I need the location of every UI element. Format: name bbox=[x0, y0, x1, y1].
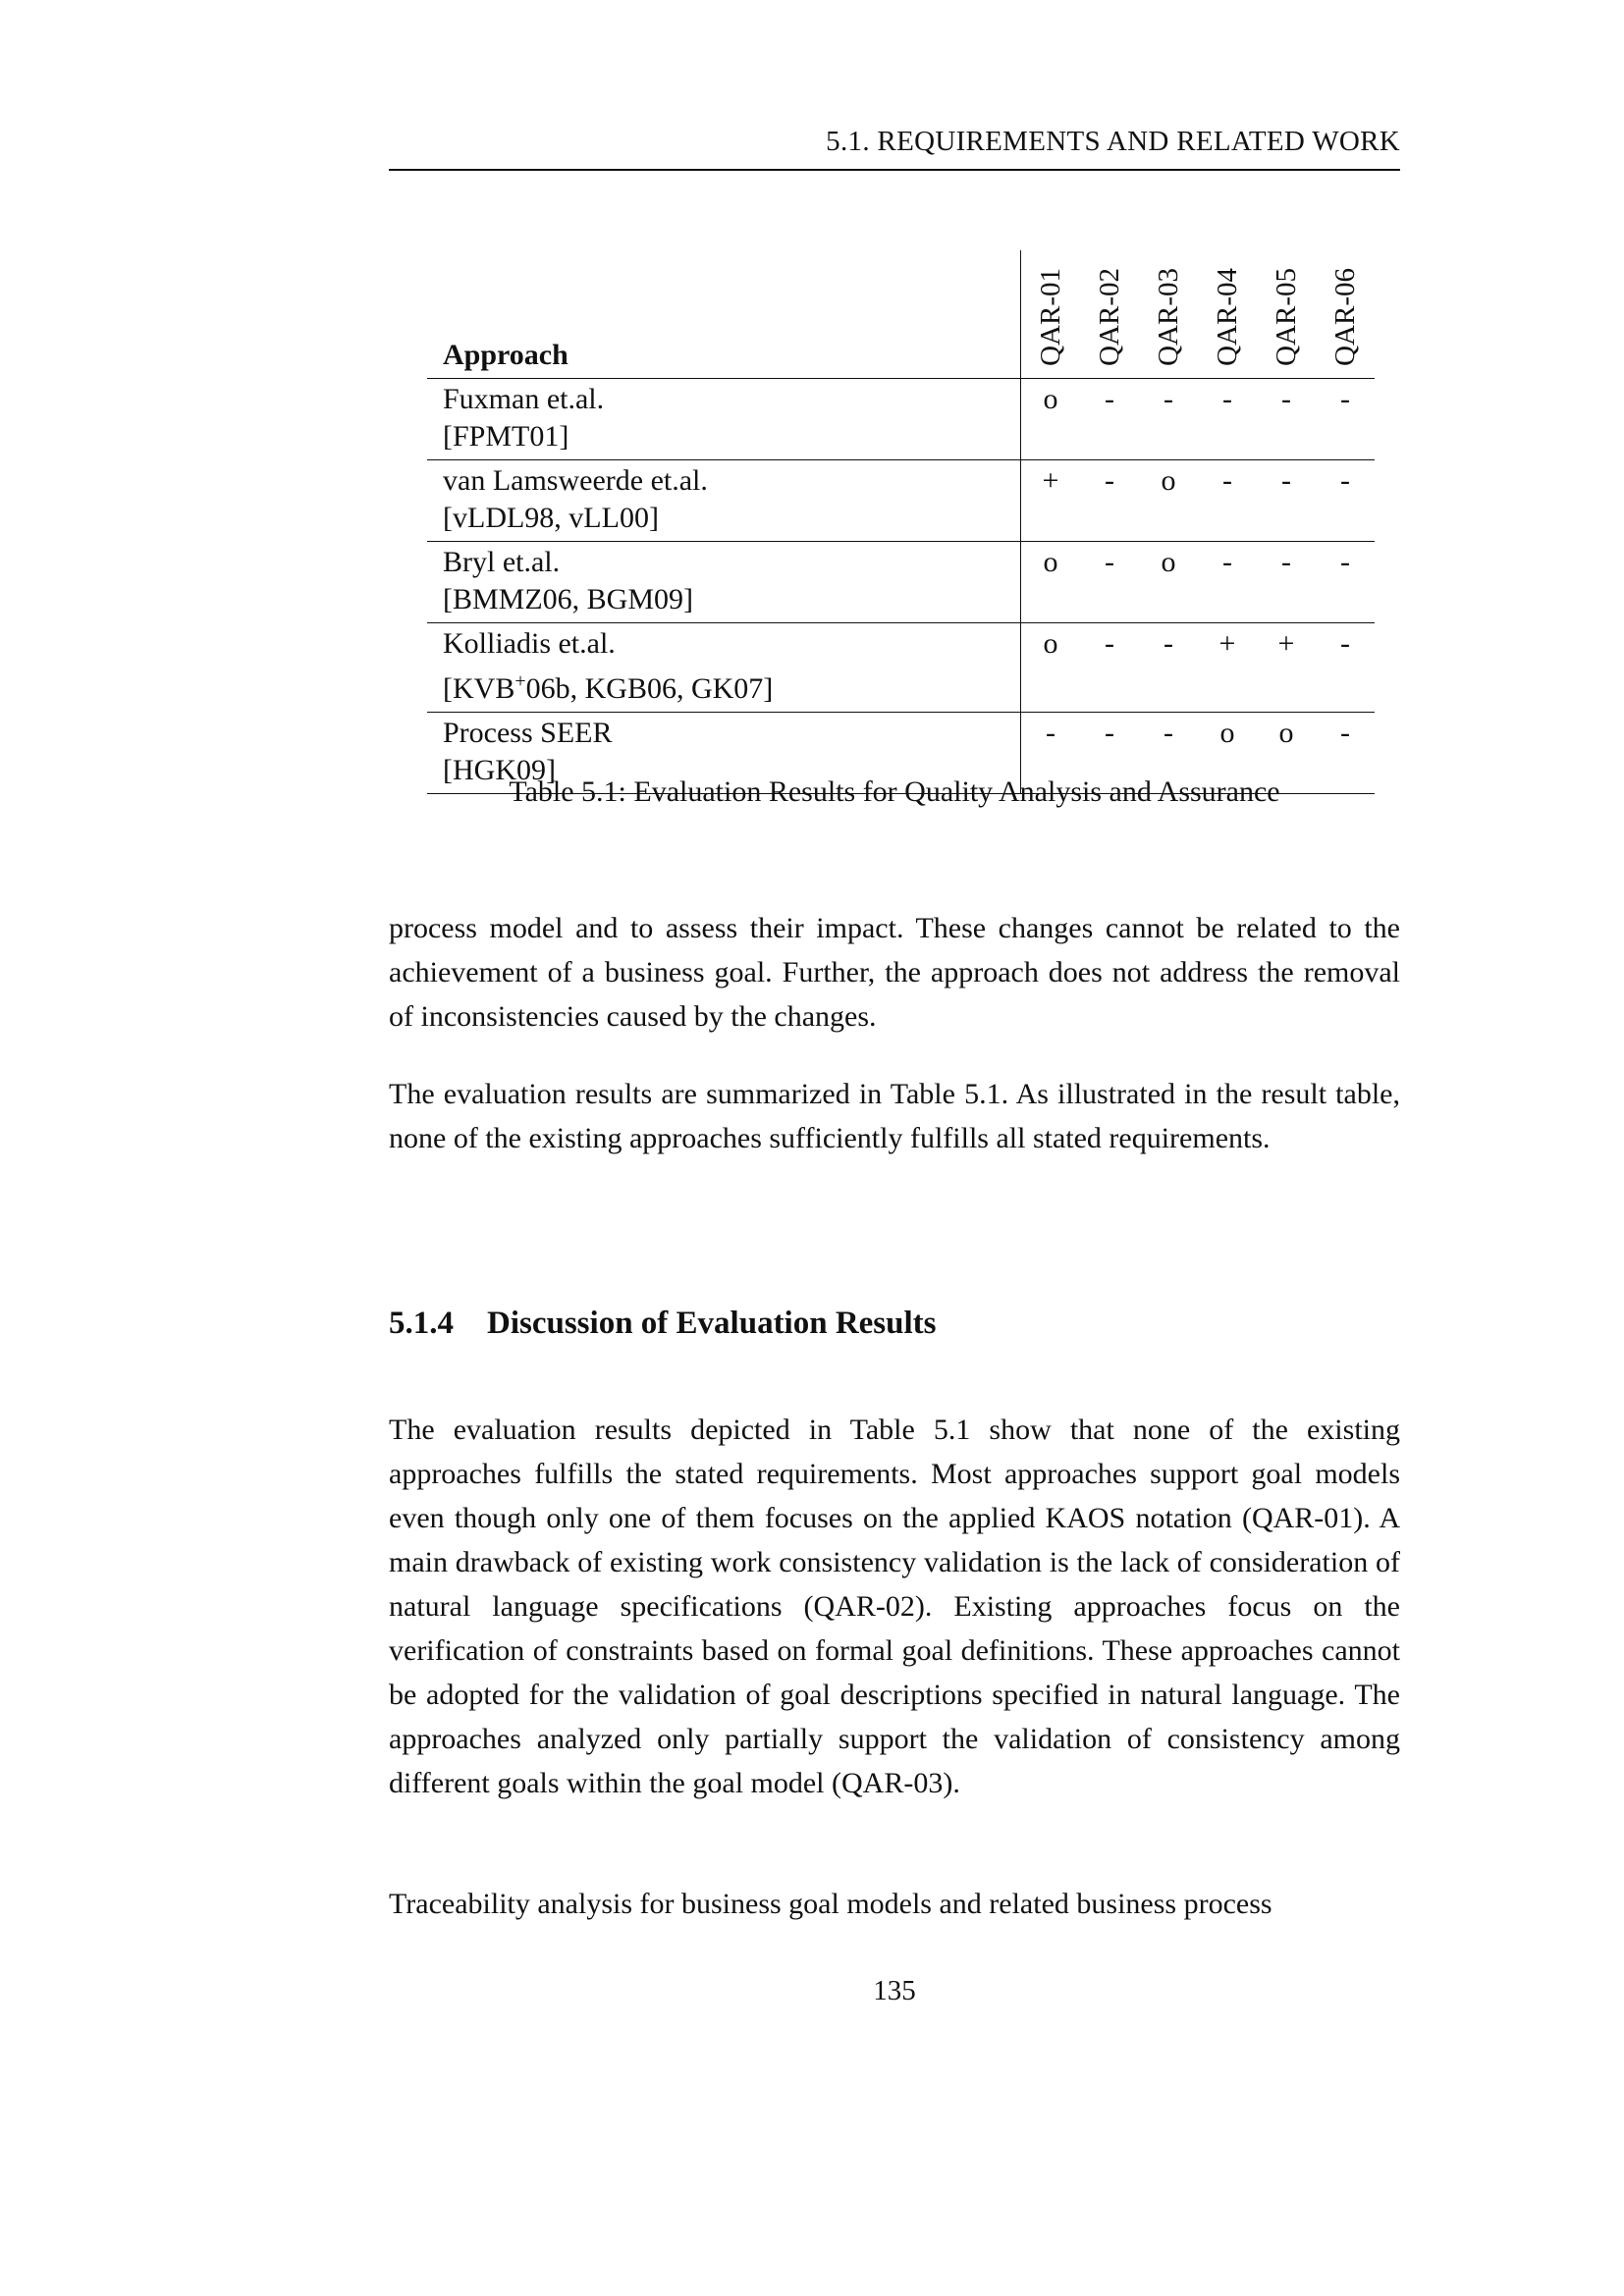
body-paragraph: The evaluation results depicted in Table 5.1 show that none of the existing approaches fulfills the stated requirements. Most approaches support goal models even though only one of them focuses on the applied KAOS notation (QAR-01). A main drawback of existing work consistency validation is the lack of consideration of natural language specifications (QAR-02). Existing approaches focus on the verification of constraints based on formal goal definitions. These approaches cannot be adopted for the validation of goal descriptions specified in natural language. The approaches analyzed only partially support the validation of consistency among different goals within the goal model (QAR-03). bbox=[389, 1414, 1400, 1799]
column-header-qar-01 bbox=[1021, 250, 1081, 379]
value-cell: - bbox=[1021, 713, 1081, 794]
value-cell: - bbox=[1164, 383, 1173, 415]
table-row bbox=[427, 542, 1375, 623]
table-header-row bbox=[427, 250, 1375, 379]
value-cell: o bbox=[1021, 623, 1081, 713]
value-cell: o bbox=[1161, 546, 1176, 578]
approach-cell bbox=[427, 542, 1021, 623]
value-cell: - bbox=[1105, 717, 1114, 749]
value-cell: - bbox=[1222, 383, 1232, 415]
value-cell: o bbox=[1021, 542, 1081, 623]
column-header-qar-02 bbox=[1080, 250, 1139, 379]
value-cell: - bbox=[1281, 546, 1291, 578]
column-header-qar-04 bbox=[1198, 250, 1257, 379]
value-cell: - bbox=[1222, 546, 1232, 578]
value-cell: o bbox=[1021, 379, 1081, 460]
section-number: 5.1.4 bbox=[389, 1306, 454, 1341]
body-paragraph: The evaluation results are summarized in Table 5.1. As illustrated in the result table, none of the existing approaches sufficiently fulfills all stated requirements. bbox=[389, 1078, 1400, 1154]
value-cell: - bbox=[1281, 464, 1291, 497]
approach-cell bbox=[427, 379, 1021, 460]
column-header-label: QAR-01 bbox=[1034, 268, 1066, 366]
value-cell: - bbox=[1105, 464, 1114, 497]
column-header-label: QAR-04 bbox=[1211, 268, 1243, 366]
column-header-qar-03 bbox=[1139, 250, 1198, 379]
value-cell: - bbox=[1281, 383, 1291, 415]
running-head: 5.1. REQUIREMENTS AND RELATED WORK bbox=[826, 126, 1400, 157]
value-cell: + bbox=[1277, 627, 1295, 660]
value-cell: - bbox=[1164, 627, 1173, 660]
value-cell: - bbox=[1340, 546, 1350, 578]
table-caption: Table 5.1: Evaluation Results for Quality Analysis and Assurance bbox=[509, 775, 1280, 808]
value-cell: - bbox=[1340, 627, 1350, 660]
table-row bbox=[427, 379, 1375, 460]
value-cell: - bbox=[1105, 383, 1114, 415]
table-row bbox=[427, 460, 1375, 542]
evaluation-table bbox=[427, 250, 1375, 794]
approach-cell bbox=[427, 623, 1021, 713]
approach-name: Bryl et.al. bbox=[443, 546, 561, 578]
approach-refs: [HGK09] bbox=[443, 754, 556, 786]
body-paragraph: process model and to assess their impact. These changes cannot be related to the achievement of a business goal. Further, the approach does not address the removal of inconsistencies caused by the changes. bbox=[389, 912, 1400, 1033]
approach-refs: [FPMT01] bbox=[443, 420, 569, 453]
header-rule bbox=[389, 169, 1400, 171]
value-cell: - bbox=[1105, 627, 1114, 660]
column-header-label: QAR-06 bbox=[1328, 268, 1361, 366]
body-paragraph: Traceability analysis for business goal models and related business process bbox=[389, 1888, 1272, 1920]
column-header-qar-06 bbox=[1316, 250, 1375, 379]
approach-refs-superscript: + bbox=[514, 670, 526, 692]
value-cell: - bbox=[1164, 717, 1173, 749]
value-cell: - bbox=[1340, 383, 1350, 415]
section-title: Discussion of Evaluation Results bbox=[487, 1306, 937, 1341]
value-cell: - bbox=[1105, 546, 1114, 578]
approach-name: Process SEER bbox=[443, 717, 613, 749]
section-heading bbox=[389, 1306, 937, 1342]
column-header-label: QAR-03 bbox=[1152, 268, 1184, 366]
value-cell: - bbox=[1222, 464, 1232, 497]
approach-refs: [BMMZ06, BGM09] bbox=[443, 583, 694, 615]
approach-column-header: Approach bbox=[443, 339, 568, 371]
column-header-label: QAR-05 bbox=[1270, 268, 1302, 366]
approach-refs-post: 06b, KGB06, GK07] bbox=[525, 672, 774, 705]
column-header-qar-05 bbox=[1257, 250, 1316, 379]
approach-refs bbox=[443, 663, 1020, 708]
approach-refs: [vLDL98, vLL00] bbox=[443, 502, 659, 534]
value-cell: - bbox=[1340, 464, 1350, 497]
approach-refs-pre: [KVB bbox=[443, 672, 515, 705]
approach-name: van Lamsweerde et.al. bbox=[443, 464, 708, 497]
table-row bbox=[427, 623, 1375, 713]
value-cell: + bbox=[1021, 460, 1081, 542]
column-header-label: QAR-02 bbox=[1093, 268, 1125, 366]
value-cell: o bbox=[1278, 717, 1294, 749]
approach-name: Kolliadis et.al. bbox=[443, 627, 616, 660]
approach-name: Fuxman et.al. bbox=[443, 383, 605, 415]
page-number: 135 bbox=[873, 1975, 916, 2006]
value-cell: - bbox=[1340, 717, 1350, 749]
value-cell: o bbox=[1219, 717, 1235, 749]
value-cell: o bbox=[1161, 464, 1176, 497]
approach-cell bbox=[427, 460, 1021, 542]
value-cell: + bbox=[1218, 627, 1236, 660]
